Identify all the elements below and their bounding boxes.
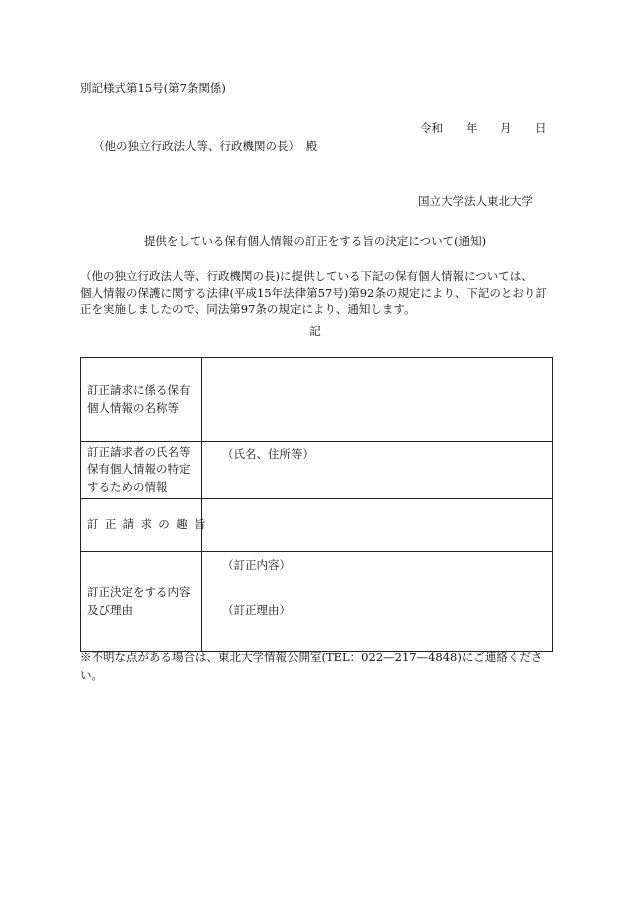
date-month: 月: [500, 121, 512, 135]
date-day: 日: [535, 121, 547, 135]
date-year: 年: [466, 121, 478, 135]
date-era: 令和: [420, 121, 443, 135]
row4-label: 訂正決定をする内容 及び理由: [81, 552, 202, 652]
document-title: 提供をしている保有個人情報の訂正をする旨の決定について(通知): [143, 234, 487, 248]
table-row: [81, 358, 553, 442]
body-line-3: 正を実施しましたので、同法第97条の規定により、通知します。: [80, 302, 416, 317]
row1-value: [202, 358, 553, 442]
record-table: [80, 357, 553, 652]
row2-label: 訂正請求者の氏名等 保有個人情報の特定 するための情報: [81, 442, 202, 499]
footnote: ※不明な点がある場合は、東北大学情報公開室(TEL：022—217—4848)にご連絡ください。: [80, 650, 543, 683]
row3-value: [202, 499, 553, 552]
table-row: [81, 499, 553, 552]
addressee: （他の独立行政法人等、行政機関の長） 殿: [93, 139, 318, 153]
correction-reason-label: （訂正理由）: [222, 603, 291, 617]
row2-value: （氏名、住所等）: [202, 442, 553, 499]
table-row: [81, 552, 553, 652]
correction-content-label: （訂正内容）: [222, 558, 291, 572]
row3-label: 訂正請求の趣旨: [81, 499, 202, 552]
body-text: [80, 268, 552, 318]
sender-organization: 国立大学法人東北大学: [418, 194, 533, 208]
row1-label: 訂正請求に係る保有 個人情報の名称等: [81, 358, 202, 442]
form-number: 別記様式第15号(第7条関係): [80, 81, 226, 95]
body-line-2: 個人情報の保護に関する法律(平成15年法律第57号)第92条の規定により、下記のとおり訂: [80, 285, 547, 300]
table-row: [81, 442, 553, 499]
ki-heading: 記: [309, 324, 321, 338]
body-line-1: （他の独立行政法人等、行政機関の長)に提供している下記の保有個人情報については、: [80, 269, 533, 283]
row4-value: [202, 552, 553, 652]
